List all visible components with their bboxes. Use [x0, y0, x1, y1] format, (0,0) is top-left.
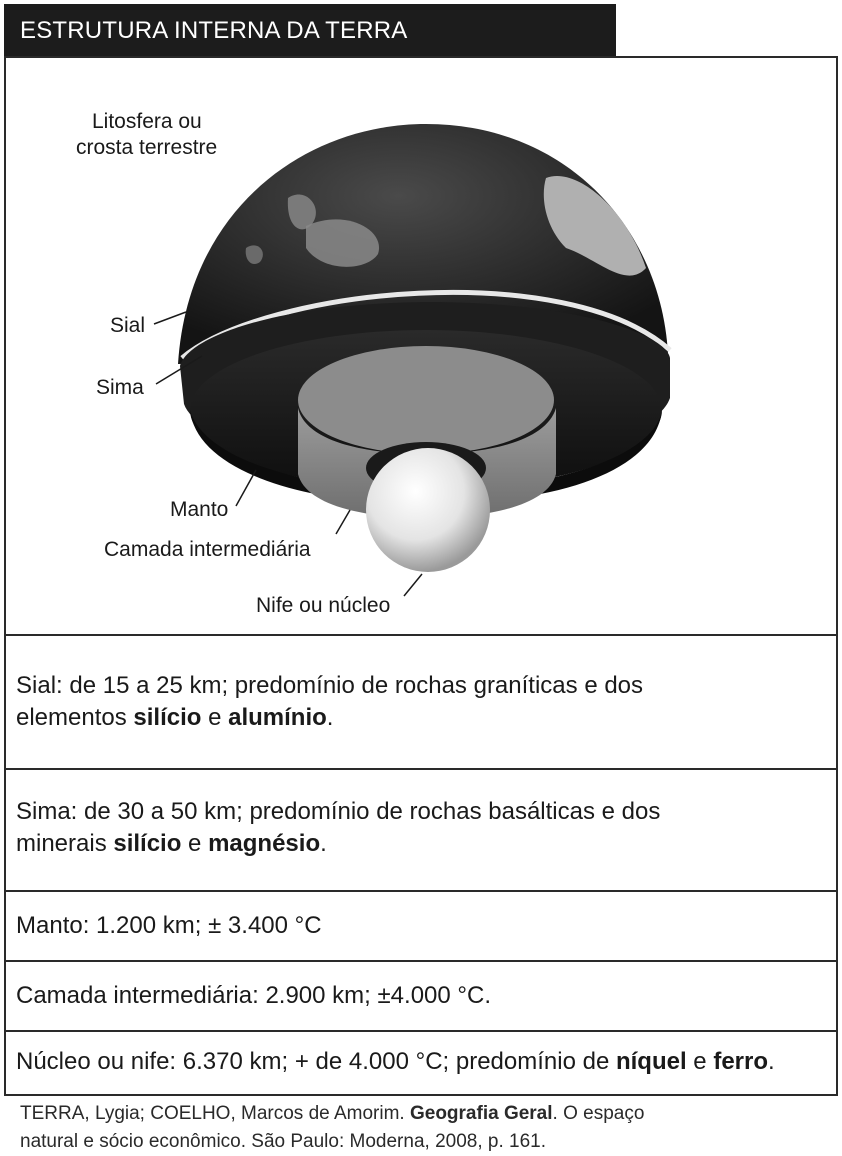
label-litosfera-2: crosta terrestre	[76, 136, 218, 159]
leader-sial	[154, 312, 186, 324]
row-sima-text: Sima: de 30 a 50 km; predomínio de rochas basálticas e dos minerais silício e magnésio.	[16, 798, 661, 857]
row-manto-text: Manto: 1.200 km; ± 3.400 °C	[16, 912, 322, 939]
row-sial-text: Sial: de 15 a 25 km; predomínio de rochas graníticas e dos elementos silício e alumínio.	[16, 672, 644, 731]
leader-manto	[236, 470, 256, 506]
leader-intermediaria	[336, 510, 350, 534]
row-nucleo-text: Núcleo ou nife: 6.370 km; + de 4.000 °C; predomínio de níquel e ferro.	[16, 1048, 775, 1075]
label-litosfera-1: Litosfera ou	[92, 110, 202, 133]
source-citation: TERRA, Lygia; COELHO, Marcos de Amorim. Geografia Geral. O espaço natural e sócio econômico. São Paulo: Moderna, 2008, p. 161.	[20, 1103, 645, 1152]
page-title: ESTRUTURA INTERNA DA TERRA	[20, 17, 408, 44]
label-manto: Manto	[170, 498, 229, 521]
label-sima: Sima	[96, 376, 144, 399]
intermediate-top	[298, 346, 554, 454]
row-sima	[6, 768, 836, 890]
row-nucleo	[6, 1030, 836, 1094]
title-bar	[4, 4, 616, 56]
row-intermediaria-text: Camada intermediária: 2.900 km; ±4.000 °C.	[16, 982, 491, 1009]
content-frame	[4, 56, 838, 1096]
leader-nucleo	[404, 574, 422, 596]
label-sial: Sial	[110, 314, 146, 337]
row-sial	[6, 634, 836, 768]
row-manto	[6, 890, 836, 960]
core-sphere	[366, 448, 490, 572]
label-nucleo: Nife ou núcleo	[256, 594, 391, 617]
row-intermediaria	[6, 960, 836, 1030]
earth-structure-figure	[6, 58, 836, 634]
label-intermediaria: Camada intermediária	[104, 538, 311, 561]
